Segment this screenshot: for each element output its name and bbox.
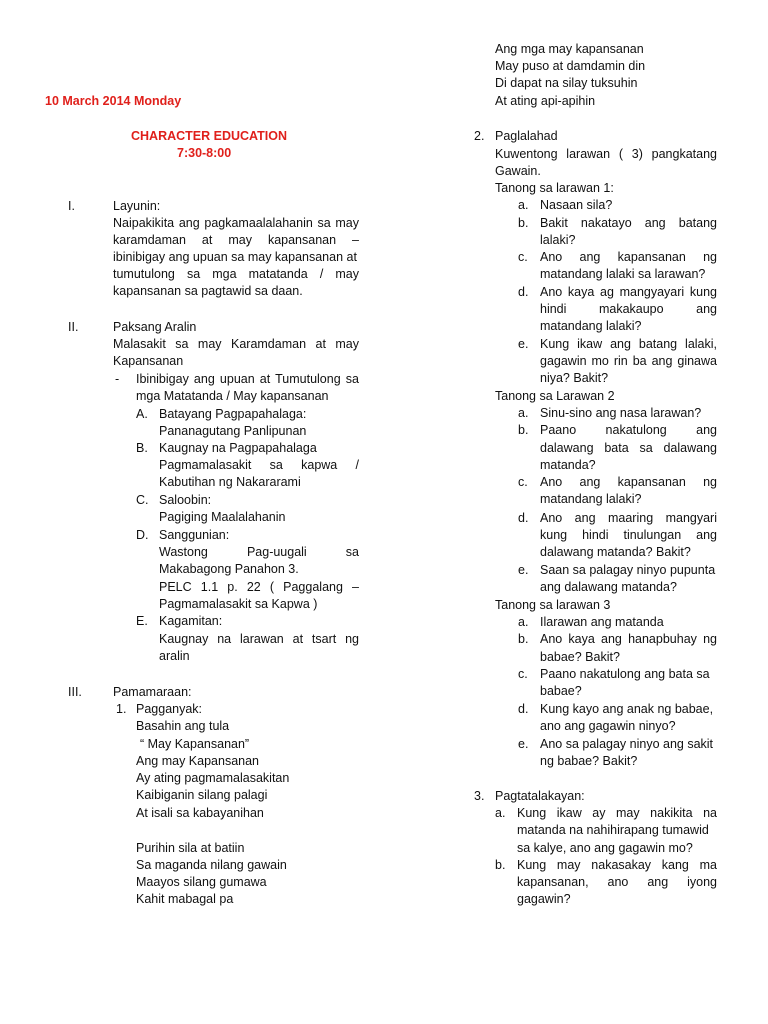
question-text: Ano ang kapansanan ng <box>540 475 717 489</box>
poem-line: Di dapat na silay tuksuhin <box>495 76 638 90</box>
item-title: Kaugnay na Pagpapahalaga <box>159 441 317 455</box>
section-2-title: Paksang Aralin <box>113 320 197 334</box>
question-text: Kung kayo ang anak ng babae, <box>540 702 714 716</box>
question-text: niya? Bakit? <box>540 371 609 385</box>
question-text: dalawang matanda? Bakit? <box>540 545 691 559</box>
step-number: 3. <box>474 789 485 803</box>
question-letter: d. <box>518 702 529 716</box>
poem-line: Kaibiganin silang palagi <box>136 788 268 802</box>
poem-line: Maayos silang gumawa <box>136 875 267 889</box>
item-text: Kaugnay na larawan at tsart ng <box>159 632 359 646</box>
item-letter: E. <box>136 614 148 628</box>
question-text: Ano ang maaring mangyari <box>540 511 717 525</box>
question-text: sa kalye, ano ang gagawin mo? <box>517 841 693 855</box>
objective-line: Naipakikita ang pagkamaalalahanin sa may <box>113 216 359 230</box>
question-letter: b. <box>518 632 529 646</box>
poem-line: Sa maganda nilang gawain <box>136 858 287 872</box>
item-text: Wastong Pag-uugali sa <box>159 545 359 559</box>
question-text: hindi makakaupo ang <box>540 302 717 316</box>
item-letter: B. <box>136 441 148 455</box>
subtopic-line: Ibinibigay ang upuan at Tumutulong sa <box>136 372 359 386</box>
question-letter: d. <box>518 285 529 299</box>
item-text: Pagmamalasakit sa kapwa / <box>159 458 359 472</box>
question-letter: e. <box>518 737 529 751</box>
question-text: Bakit nakatayo ang batang <box>540 216 717 230</box>
question-text: Ilarawan ang matanda <box>540 615 664 629</box>
item-text: aralin <box>159 649 190 663</box>
poem-line: Ang mga may kapansanan <box>495 42 644 56</box>
question-group-header: Tanong sa Larawan 2 <box>495 389 615 403</box>
item-text: Pagmamalasakit sa Kapwa ) <box>159 597 318 611</box>
item-text: Kabutihan ng Nakararami <box>159 475 301 489</box>
question-text: Sinu-sino ang nasa larawan? <box>540 406 702 420</box>
dash-bullet: - <box>115 372 120 386</box>
question-text: Paano nakatulong ang <box>540 423 717 437</box>
question-text: ng babae? Bakit? <box>540 754 638 768</box>
question-letter: e. <box>518 563 529 577</box>
question-text: matandang lalaki? <box>540 492 642 506</box>
item-text: Pagiging Maalalahanin <box>159 510 286 524</box>
question-letter: b. <box>518 423 529 437</box>
question-text: matanda na nahihirapang tumawid <box>517 823 709 837</box>
lesson-date: 10 March 2014 Monday <box>45 94 182 108</box>
section-1-title: Layunin: <box>113 199 161 213</box>
question-letter: c. <box>518 475 528 489</box>
step-number: 2. <box>474 129 485 143</box>
objective-line: kapansanan sa pagtawid sa daan. <box>113 284 303 298</box>
question-letter: c. <box>518 667 528 681</box>
section-3-number: III. <box>68 685 82 699</box>
subject-title: CHARACTER EDUCATION <box>131 129 288 143</box>
question-text: Saan sa palagay ninyo pupunta <box>540 563 716 577</box>
question-text: dalawang bata sa dalawang <box>540 441 717 455</box>
section-1-number: I. <box>68 199 75 213</box>
poem-line: Kahit mabagal pa <box>136 892 234 906</box>
question-text: kapansanan, ano ang iyong <box>517 875 717 889</box>
question-text: matandang lalaki? <box>540 319 642 333</box>
poem-line: Ay ating pagmamalasakitan <box>136 771 290 785</box>
question-letter: c. <box>518 250 528 264</box>
topic-line: Kapansanan <box>113 354 184 368</box>
item-text: Makabagong Panahon 3. <box>159 562 299 576</box>
question-text: Nasaan sila? <box>540 198 613 212</box>
item-letter: C. <box>136 493 149 507</box>
step-title: Paglalahad <box>495 129 558 143</box>
question-text: Kung ikaw ay may nakikita na <box>517 806 717 820</box>
item-title: Kagamitan: <box>159 614 223 628</box>
poem-line: Ang may Kapansanan <box>136 754 260 768</box>
question-text: Ano sa palagay ninyo ang sakit <box>540 737 714 751</box>
section-3-title: Pamamaraan: <box>113 685 192 699</box>
question-text: babae? <box>540 684 582 698</box>
topic-line: Malasakit sa may Karamdaman at may <box>113 337 359 351</box>
question-text: kung hindi tinulungan ang <box>540 528 717 542</box>
question-text: lalaki? <box>540 233 576 247</box>
subtopic-line: mga Matatanda / May kapansanan <box>136 389 329 403</box>
poem-line: At ating api-apihin <box>495 94 596 108</box>
section-2-number: II. <box>68 320 79 334</box>
question-text: Kung ikaw ang batang lalaki, <box>540 337 717 351</box>
question-text: matandang lalaki sa larawan? <box>540 267 706 281</box>
objective-line: karamdaman at may kapansanan – <box>113 233 359 247</box>
poem-instruction: Basahin ang tula <box>136 719 230 733</box>
step-title: Pagganyak: <box>136 702 203 716</box>
question-text: gagawin mo rin ba ang ginawa <box>540 354 717 368</box>
question-letter: a. <box>495 806 506 820</box>
item-title: Batayang Pagpapahalaga: <box>159 407 307 421</box>
item-letter: D. <box>136 528 149 542</box>
question-letter: a. <box>518 198 529 212</box>
step-text: Gawain. <box>495 164 541 178</box>
poem-line: Purihin sila at batiin <box>136 841 245 855</box>
item-letter: A. <box>136 407 148 421</box>
question-letter: b. <box>495 858 506 872</box>
question-text: Paano nakatulong ang bata sa <box>540 667 710 681</box>
poem-title: “ May Kapansanan” <box>140 737 250 751</box>
objective-line: tumutulong sa mga matatanda / may <box>113 267 359 281</box>
question-text: Ano kaya ang hanapbuhay ng <box>540 632 717 646</box>
question-text: matanda? <box>540 458 596 472</box>
poem-line: May puso at damdamin din <box>495 59 646 73</box>
step-title: Pagtatalakayan: <box>495 789 585 803</box>
question-text: gagawin? <box>517 892 571 906</box>
question-text: ang dalawang matanda? <box>540 580 677 594</box>
question-text: babae? Bakit? <box>540 650 620 664</box>
step-number: 1. <box>116 702 127 716</box>
question-group-header: Tanong sa larawan 1: <box>495 181 614 195</box>
question-text: ano ang gagawin ninyo? <box>540 719 676 733</box>
question-text: Kung may nakasakay kang ma <box>517 858 717 872</box>
item-title: Saloobin: <box>159 493 212 507</box>
question-text: Ano kaya ag mangyayari kung <box>540 285 717 299</box>
question-letter: a. <box>518 406 529 420</box>
question-letter: d. <box>518 511 529 525</box>
item-title: Sanggunian: <box>159 528 230 542</box>
item-text: PELC 1.1 p. 22 ( Paggalang – <box>159 580 359 594</box>
question-letter: b. <box>518 216 529 230</box>
question-letter: a. <box>518 615 529 629</box>
question-text: Ano ang kapansanan ng <box>540 250 717 264</box>
item-text: Pananagutang Panlipunan <box>159 424 307 438</box>
poem-line: At isali sa kabayanihan <box>136 806 264 820</box>
objective-line: ibinibigay ang upuan sa may kapansanan at <box>113 250 357 264</box>
question-group-header: Tanong sa larawan 3 <box>495 598 611 612</box>
question-letter: e. <box>518 337 529 351</box>
step-text: Kuwentong larawan ( 3) pangkatang <box>495 147 717 161</box>
lesson-time: 7:30-8:00 <box>177 146 232 160</box>
